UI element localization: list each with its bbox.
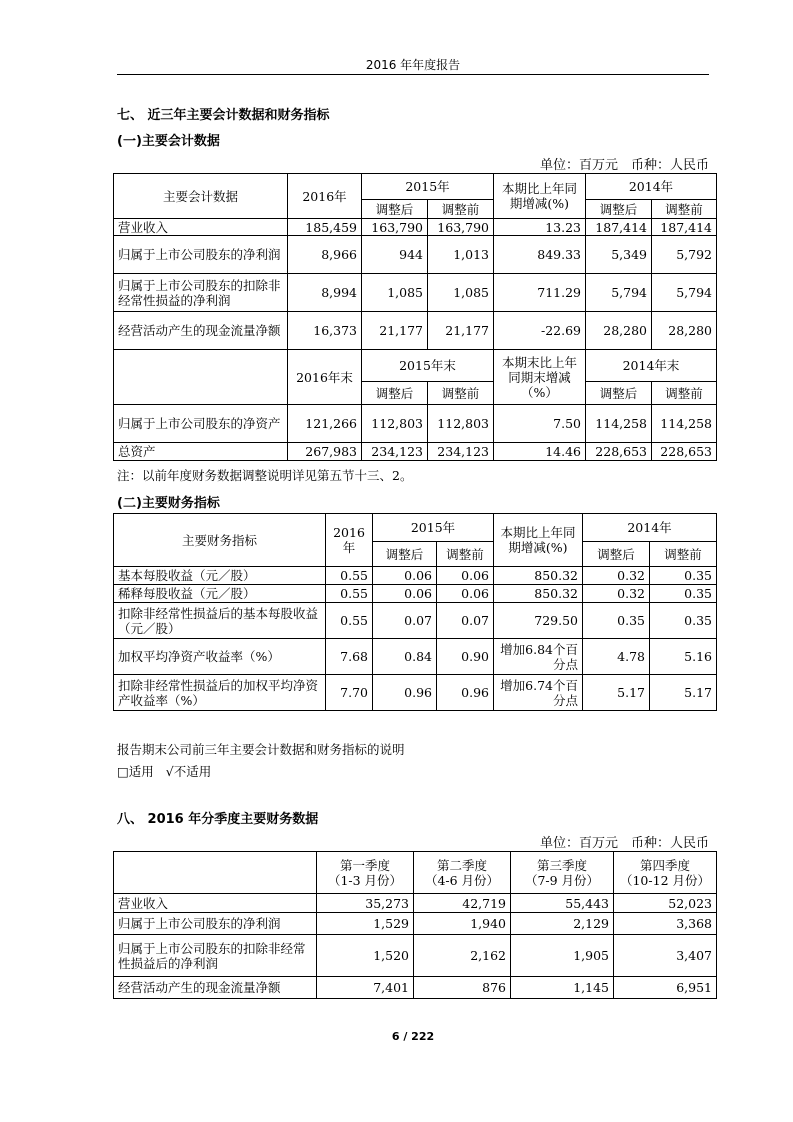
option-applicable: □适用 [117,764,154,779]
table-row [114,443,717,461]
t2-h-item: 主要财务指标 [114,514,326,567]
t3-h-blank [114,852,317,894]
t1-h-2015-before: 调整前 [428,200,494,219]
cell: 729.50 [494,603,583,639]
table-row [114,603,717,639]
cell: 0.35 [650,585,717,603]
applicability-options [117,762,211,780]
t2-h-2015: 2015年 [373,514,494,542]
cell: 0.96 [373,675,437,711]
cell: 163,790 [428,219,494,236]
row-label: 营业收入 [114,894,317,913]
cell: 0.55 [326,567,373,585]
cell: 944 [362,236,428,274]
cell: 711.29 [494,274,586,312]
cell: 876 [414,977,511,999]
table1-unit: 单位：百万元 币种：人民币 [539,158,709,173]
cell: 55,443 [511,894,614,913]
cell: 增加6.84个百分点 [494,639,583,675]
cell: 0.84 [373,639,437,675]
cell: 850.32 [494,567,583,585]
table-row [114,585,717,603]
cell: 增加6.74个百分点 [494,675,583,711]
cell: 0.06 [373,585,437,603]
q3-label: 第三季度 [536,857,587,873]
q3-range: （7-9 月份） [524,872,600,888]
cell: 5,794 [586,274,652,312]
cell: 6,951 [614,977,717,999]
cell: 234,123 [428,443,494,461]
cell: 0.06 [437,585,494,603]
cell: 5,794 [652,274,717,312]
table-row [114,675,717,711]
table-row [114,219,717,236]
cell: 3,407 [614,935,717,977]
cell: 1,085 [428,274,494,312]
row-label: 加权平均净资产收益率（%） [114,639,326,675]
t2-h-2014-after: 调整后 [583,542,650,567]
cell: 5.17 [650,675,717,711]
t1-h2-2015-after: 调整后 [362,382,428,405]
q2-label: 第二季度 [436,857,487,873]
cell: 850.32 [494,585,583,603]
t1-h2-blank [114,350,288,405]
t1-h-change: 本期比上年同期增减(%) [494,174,586,219]
cell: 1,940 [414,913,511,935]
cell: 1,520 [317,935,414,977]
cell: 2,129 [511,913,614,935]
table-row [114,312,717,350]
page-header: 2016 年年度报告 [365,58,461,72]
row-label: 扣除非经常性损益后的基本每股收益（元／股） [114,603,326,639]
cell: 7.68 [326,639,373,675]
cell: 14.46 [494,443,586,461]
cell: 4.78 [583,639,650,675]
cell: 0.07 [373,603,437,639]
cell: 0.90 [437,639,494,675]
table-row [114,894,717,913]
cell: 21,177 [362,312,428,350]
t1-h2-change: 本期末比上年同期末增减（%） [494,350,586,405]
explain-text: 报告期末公司前三年主要会计数据和财务指标的说明 [117,742,405,757]
cell: 2,162 [414,935,511,977]
t3-h-q1 [317,852,414,894]
row-label: 基本每股收益（元／股） [114,567,326,585]
table-row [114,567,717,585]
cell: 0.35 [650,567,717,585]
row-label: 经营活动产生的现金流量净额 [114,312,288,350]
t1-h2-2015-before: 调整前 [428,382,494,405]
t2-h-2015-after: 调整后 [373,542,437,567]
cell: -22.69 [494,312,586,350]
cell: 121,266 [288,405,362,443]
cell: 185,459 [288,219,362,236]
cell: 0.96 [437,675,494,711]
t1-h-2015: 2015年 [362,174,494,200]
q1-range: （1-3 月份） [327,872,403,888]
t1-h-2015-after: 调整后 [362,200,428,219]
row-label: 营业收入 [114,219,288,236]
cell: 0.07 [437,603,494,639]
row-label: 归属于上市公司股东的扣除非经常性损益后的净利润 [114,935,317,977]
t3-h-q2 [414,852,511,894]
cell: 0.55 [326,585,373,603]
cell: 5.16 [650,639,717,675]
cell: 21,177 [428,312,494,350]
row-label: 经营活动产生的现金流量净额 [114,977,317,999]
row-label: 归属于上市公司股东的扣除非经常性损益的净利润 [114,274,288,312]
t1-h-item: 主要会计数据 [114,174,288,219]
cell: 228,653 [652,443,717,461]
financial-indicators-table [113,513,717,711]
section7-sub2: (二)主要财务指标 [117,496,220,511]
cell: 0.55 [326,603,373,639]
cell: 0.35 [583,603,650,639]
cell: 0.35 [650,603,717,639]
row-label: 归属于上市公司股东的净利润 [114,913,317,935]
t1-h2-2014-after: 调整后 [586,382,652,405]
cell: 1,085 [362,274,428,312]
section8-title: 八、 2016 年分季度主要财务数据 [117,812,319,827]
table1-note: 注：以前年度财务数据调整说明详见第五节十三、2。 [117,468,413,483]
cell: 5.17 [583,675,650,711]
cell: 267,983 [288,443,362,461]
table-row [114,977,717,999]
option-not-applicable: √不适用 [165,764,212,779]
accounting-data-table [113,173,717,461]
row-label: 归属于上市公司股东的净利润 [114,236,288,274]
cell: 1,529 [317,913,414,935]
cell: 42,719 [414,894,511,913]
cell: 1,013 [428,236,494,274]
q4-label: 第四季度 [639,857,690,873]
cell: 3,368 [614,913,717,935]
t1-h-2014-after: 调整后 [586,200,652,219]
cell: 28,280 [652,312,717,350]
table-row [114,639,717,675]
table-row [114,405,717,443]
cell: 228,653 [586,443,652,461]
t1-h2-2015: 2015年末 [362,350,494,382]
quarterly-data-table [113,851,717,999]
q1-label: 第一季度 [339,857,390,873]
page-number: 6 / 222 [391,1030,435,1043]
cell: 13.23 [494,219,586,236]
cell: 7.70 [326,675,373,711]
cell: 114,258 [586,405,652,443]
t2-h-2016: 2016年 [326,514,373,567]
t1-h-2014: 2014年 [586,174,717,200]
cell: 0.06 [373,567,437,585]
t1-h2-2016: 2016年末 [288,350,362,405]
q2-range: （4-6 月份） [424,872,500,888]
t1-h2-2014: 2014年末 [586,350,717,382]
cell: 163,790 [362,219,428,236]
t2-h-2014-before: 调整前 [650,542,717,567]
q4-range: （10-12 月份） [619,872,710,888]
table-row [114,913,717,935]
t3-h-q3 [511,852,614,894]
cell: 234,123 [362,443,428,461]
cell: 35,273 [317,894,414,913]
cell: 187,414 [586,219,652,236]
table-row [114,274,717,312]
table-row [114,236,717,274]
section7-sub1: (一)主要会计数据 [117,134,220,149]
cell: 28,280 [586,312,652,350]
cell: 112,803 [362,405,428,443]
cell: 187,414 [652,219,717,236]
t2-h-2014: 2014年 [583,514,717,542]
row-label: 扣除非经常性损益后的加权平均净资产收益率（%） [114,675,326,711]
cell: 16,373 [288,312,362,350]
cell: 7.50 [494,405,586,443]
cell: 7,401 [317,977,414,999]
t1-h-2014-before: 调整前 [652,200,717,219]
t1-h2-2014-before: 调整前 [652,382,717,405]
table-row [114,935,717,977]
cell: 0.32 [583,585,650,603]
t2-h-change: 本期比上年同期增减(%) [494,514,583,567]
t1-h-2016: 2016年 [288,174,362,219]
cell: 1,905 [511,935,614,977]
cell: 5,792 [652,236,717,274]
cell: 0.06 [437,567,494,585]
table3-unit: 单位：百万元 币种：人民币 [539,836,709,851]
section7-title: 七、 近三年主要会计数据和财务指标 [117,108,330,123]
cell: 52,023 [614,894,717,913]
cell: 1,145 [511,977,614,999]
row-label: 归属于上市公司股东的净资产 [114,405,288,443]
cell: 8,966 [288,236,362,274]
cell: 849.33 [494,236,586,274]
t2-h-2015-before: 调整前 [437,542,494,567]
t3-h-q4 [614,852,717,894]
row-label: 稀释每股收益（元／股） [114,585,326,603]
cell: 0.32 [583,567,650,585]
cell: 8,994 [288,274,362,312]
cell: 112,803 [428,405,494,443]
row-label: 总资产 [114,443,288,461]
header-rule [117,74,709,75]
cell: 114,258 [652,405,717,443]
cell: 5,349 [586,236,652,274]
